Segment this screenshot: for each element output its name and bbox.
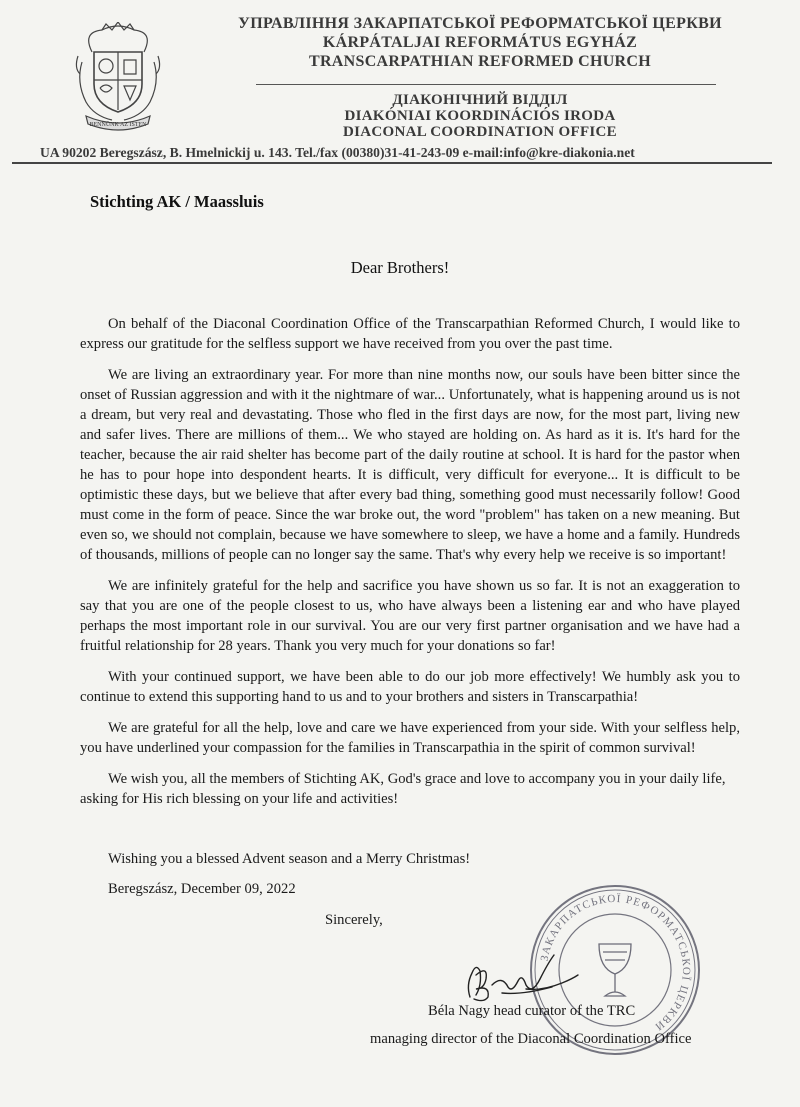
chalice-icon bbox=[599, 944, 631, 996]
office-line-english: DIACONAL COORDINATION OFFICE bbox=[343, 124, 617, 140]
recipient: Stichting AK / Maassluis bbox=[90, 192, 264, 211]
letter-body bbox=[80, 314, 740, 820]
letterhead-church-names bbox=[200, 14, 760, 71]
letterhead-line-english: TRANSCARPATHIAN REFORMED CHURCH bbox=[308, 53, 652, 70]
closing: Sincerely, bbox=[325, 912, 383, 928]
stamp-ring-text: ЗАКАРПАТСЬКОЇ РЕФОРМАТСЬКОЇ ЦЕРКВИ bbox=[538, 892, 693, 1034]
crest-motto: BENNÜNK AZ ISTEN bbox=[89, 122, 147, 128]
signer-role: managing director of the Diaconal Coordination Office bbox=[370, 1031, 692, 1047]
seasonal-greeting: Wishing you a blessed Advent season and a Merry Christmas! bbox=[108, 851, 471, 867]
letterhead-bottom-rule bbox=[12, 162, 772, 164]
letterhead-address: UA 90202 Beregszász, B. Hmelnickij u. 143. Tel./fax (00380)31-41-243-09 e-mail:info@kre-diakonia.net bbox=[40, 145, 635, 160]
office-line-ukrainian: ДІАКОНІЧНИЙ ВІДДІЛ bbox=[392, 92, 568, 108]
handwritten-signature bbox=[462, 945, 582, 1005]
church-crest-logo bbox=[72, 22, 164, 134]
paragraph-6: We wish you, all the members of Stichting AK, God's grace and love to accompany you in your daily life, asking for His rich blessing on your life and activities! bbox=[80, 771, 726, 807]
paragraph-5: We are grateful for all the help, love and care we have experienced from your side. With your selfless help, you have underlined your compassion for the families in Transcarpathia in the spirit of common survival! bbox=[80, 720, 740, 756]
paragraph-2: We are living an extraordinary year. For more than nine months now, our souls have been bitter since the onset of Russian aggression and with it the nightmare of war... Unfortunately, what is happening around us is not a dream, but very real and devastating. Those who fled in the first days are now, for the most part, living new and safer lives. There are millions of them... We who stayed are holding on. As hard as it is. It's hard for the teacher, because the air raid shelter has become part of the daily routine at school. It is hard for the pastor when he has to pour hope into despondent hearts. It is difficult, very difficult for everyone... It is difficult to be optimistic these days, but we believe that after every bad thing, something good must necessarily follow! Good must come in the form of peace. Since the war broke out, the word "problem" has taken on a new meaning. But even so, we should not complain, because we have somewhere to sleep, we have a home and a family. Hundreds of thousands, millions of people can no longer say the same. That's why every help we receive is so important! bbox=[80, 367, 740, 563]
place-and-date: Beregszász, December 09, 2022 bbox=[108, 881, 296, 897]
salutation: Dear Brothers! bbox=[350, 258, 450, 277]
office-line-hungarian: DIAKÓNIAI KOORDINÁCIÓS IRODA bbox=[344, 108, 616, 124]
paragraph-3: We are infinitely grateful for the help and sacrifice you have shown us so far. It is not an exaggeration to say that you are one of the people closest to us, who have always been a listening ear and who have played perhaps the most important role in our survival. You are our very first partner organisation and we have had a fruitful relationship for 28 years. Thank you very much for your donations so far! bbox=[80, 578, 740, 654]
signer-name: Béla Nagy head curator of the TRC bbox=[428, 1003, 636, 1019]
paragraph-4: With your continued support, we have been able to do our job more effectively! We humbly ask you to continue to extend this supporting hand to us and to your brothers and sisters in Transcarpathia! bbox=[80, 669, 740, 705]
letterhead-line-ukrainian: УПРАВЛІННЯ ЗАКАРПАТСЬКОЇ РЕФОРМАТСЬКОЇ ЦЕРКВИ bbox=[238, 15, 722, 32]
header-divider bbox=[256, 84, 716, 85]
paragraph-1: On behalf of the Diaconal Coordination Office of the Transcarpathian Reformed Church, I would like to express our gratitude for the selfless support we have received from you over the past time. bbox=[80, 316, 740, 352]
letterhead-line-hungarian: KÁRPÁTALJAI REFORMÁTUS EGYHÁZ bbox=[322, 34, 638, 51]
letterhead-office-names bbox=[200, 92, 760, 140]
